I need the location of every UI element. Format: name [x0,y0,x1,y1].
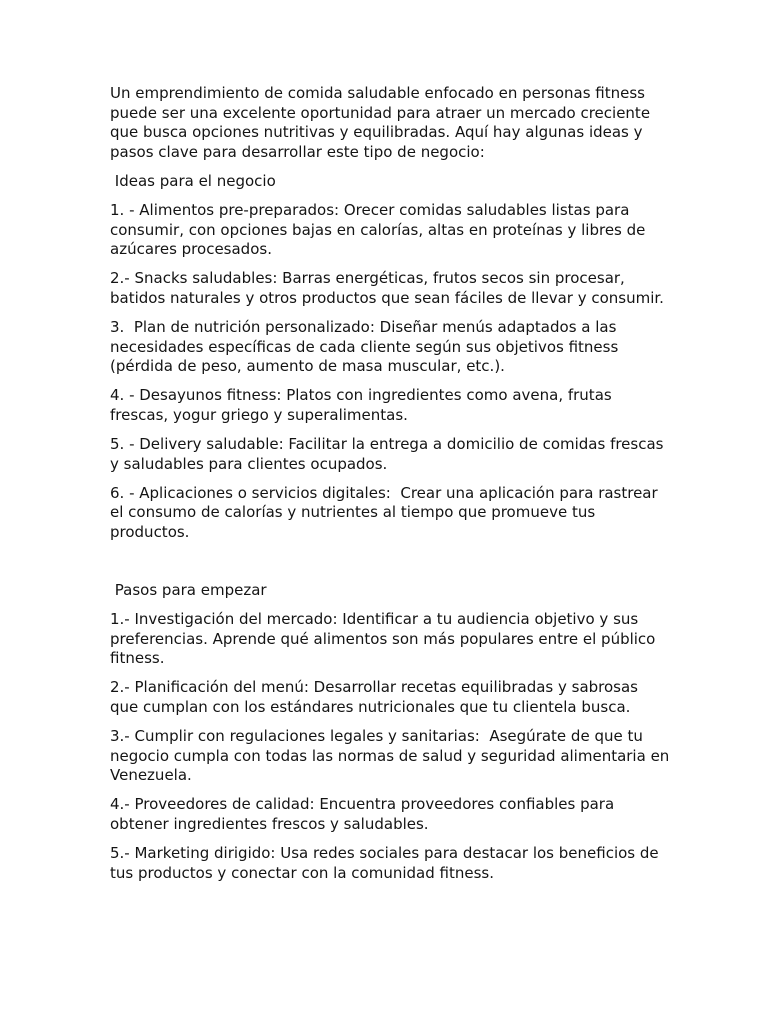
idea-item: 5. - Delivery saludable: Facilitar la entrega a domicilio de comidas frescas y saludables para clientes ocupados. [110,434,669,473]
step-item: 4.- Proveedores de calidad: Encuentra proveedores confiables para obtener ingredientes frescos y saludables. [110,795,619,833]
step-item: 3.- Cumplir con regulaciones legales y sanitarias: Asegúrate de que tu negocio cumpla con todas las normas de salud y seguridad alimentaria en Venezuela. [110,726,675,785]
step-item: 2.- Planificación del menú: Desarrollar recetas equilibradas y sabrosas que cumplan con los estándares nutricionales que tu clientela busca. [110,678,643,716]
idea-item: 1. - Alimentos pre-preparados: Orecer comidas saludables listas para consumir, con opciones bajas en calorías, altas en proteínas y libres de azúcares procesados. [110,200,651,259]
ideas-heading: Ideas para el negocio [110,171,276,190]
step-item: 5.- Marketing dirigido: Usa redes sociales para destacar los beneficios de tus productos y conectar con la comunidad fitness. [110,843,664,882]
section-spacer [110,552,670,581]
document-page [110,84,675,893]
intro-paragraph: Un emprendimiento de comida saludable enfocado en personas fitness puede ser una excelente oportunidad para atraer un mercado creciente que busca opciones nutritivas y equilibradas. Aquí hay algunas ideas y pasos clave para desarrollar este tipo de negocio: [110,84,655,161]
idea-item: 2.- Snacks saludables: Barras energéticas, frutos secos sin procesar, batidos naturales y otros productos que sean fáciles de llevar y consumir. [110,269,664,307]
step-item: 1.- Investigación del mercado: Identificar a tu audiencia objetivo y sus preferencias. Aprende qué alimentos son más populares entre el público fitness. [110,609,661,668]
idea-item: 3. Plan de nutrición personalizado: Diseñar menús adaptados a las necesidades específicas de cada cliente según sus objetivos fitness (pérdida de peso, aumento de masa muscular, etc.). [110,317,624,376]
steps-heading: Pasos para empezar [110,580,267,599]
idea-item: 4. - Desayunos fitness: Platos con ingredientes como avena, frutas frescas, yogur griego y superalimentas. [110,386,617,424]
idea-item: 6. - Aplicaciones o servicios digitales: Crear una aplicación para rastrear el consumo de calorías y nutrientes al tiempo que promueve tus productos. [110,483,663,541]
